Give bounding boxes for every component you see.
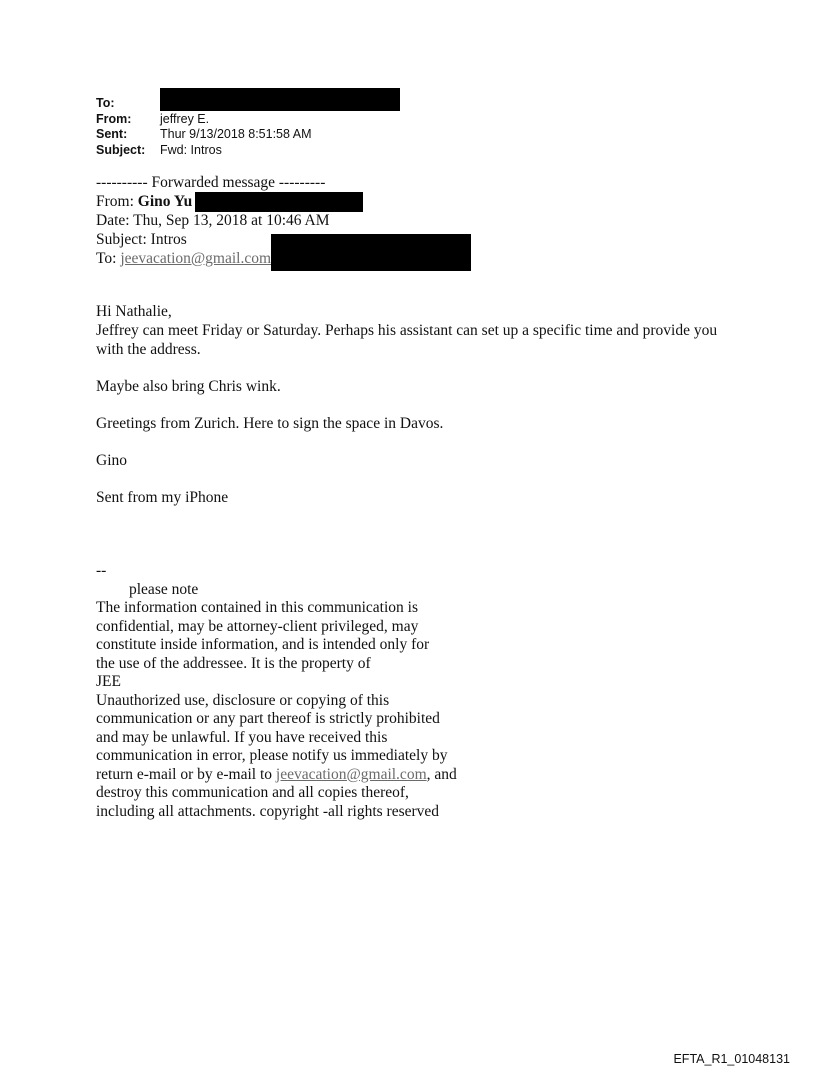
header-to-row bbox=[96, 96, 400, 112]
disclaimer-line: the use of the addressee. It is the property of bbox=[96, 654, 371, 672]
return-suffix: , and bbox=[426, 765, 457, 783]
forwarded-subject: Subject: Intros bbox=[96, 231, 187, 248]
disclaimer-line: communication or any part thereof is strictly prohibited bbox=[96, 710, 440, 727]
greeting: Hi Nathalie, bbox=[96, 303, 172, 320]
forwarded-date: Date: Thu, Sep 13, 2018 at 10:46 AM bbox=[96, 212, 330, 229]
from-label: From: bbox=[96, 111, 132, 126]
body-greeting-and-para bbox=[96, 302, 736, 359]
to-label: To: bbox=[96, 96, 115, 110]
disclaimer bbox=[96, 562, 496, 821]
disclaimer-email-link[interactable]: jeevacation@gmail.com bbox=[275, 765, 427, 783]
forwarded-to-row bbox=[96, 249, 471, 268]
disclaimer-line: confidential, may be attorney-client privileged, may bbox=[96, 617, 419, 635]
disclaimer-line: communication in error, please notify us immediately by bbox=[96, 747, 448, 764]
subject-value: Fwd: Intros bbox=[160, 142, 222, 157]
signature: Gino bbox=[96, 452, 127, 469]
sent-value: Thur 9/13/2018 8:51:58 AM bbox=[160, 127, 312, 141]
sent-from: Sent from my iPhone bbox=[96, 489, 229, 506]
subject-label: Subject: bbox=[96, 142, 146, 157]
signature-separator: -- bbox=[96, 562, 107, 579]
disclaimer-line: and may be unlawful. If you have received this bbox=[96, 728, 388, 746]
header-sent-row bbox=[96, 127, 400, 143]
header-from-row bbox=[96, 112, 400, 128]
disclaimer-line: destroy this communication and all copies thereof, bbox=[96, 784, 409, 801]
disclaimer-line: constitute inside information, and is intended only for bbox=[96, 636, 430, 653]
forwarded-banner: ---------- Forwarded message --------- bbox=[96, 174, 326, 191]
sent-label: Sent: bbox=[96, 127, 128, 141]
document-id: EFTA_R1_01048131 bbox=[673, 1052, 790, 1066]
disclaimer-line: including all attachments. copyright -all rights reserved bbox=[96, 802, 440, 820]
forwarded-header bbox=[96, 173, 471, 268]
return-prefix: return e-mail or by e-mail to bbox=[96, 765, 276, 783]
message-body bbox=[96, 302, 736, 525]
disclaimer-line: The information contained in this communication is bbox=[96, 599, 418, 616]
forwarded-to-email-link[interactable]: jeevacation@gmail.com bbox=[120, 250, 272, 267]
forwarded-from-name: Gino Yu bbox=[137, 193, 193, 210]
disclaimer-line: JEE bbox=[96, 673, 121, 690]
forwarded-from-label: From: bbox=[96, 193, 138, 210]
disclaimer-return-line bbox=[96, 766, 496, 785]
body-paragraph-2: Maybe also bring Chris wink. bbox=[96, 378, 281, 395]
body-paragraph-3: Greetings from Zurich. Here to sign the space in Davos. bbox=[96, 415, 444, 432]
redacted-sender-email bbox=[195, 192, 363, 212]
disclaimer-note: please note bbox=[129, 580, 199, 598]
body-paragraph-1: Jeffrey can meet Friday or Saturday. Perhaps his assistant can set up a specific time and provide you with the address. bbox=[96, 322, 718, 358]
forwarded-to-label: To: bbox=[96, 250, 121, 267]
redacted-recipient bbox=[160, 88, 400, 111]
from-value: jeffrey E. bbox=[160, 111, 210, 126]
header-subject-row bbox=[96, 143, 400, 159]
redacted-additional-recipients bbox=[271, 234, 471, 271]
disclaimer-line: Unauthorized use, disclosure or copying of this bbox=[96, 691, 390, 709]
forwarded-from-row bbox=[96, 192, 471, 211]
email-header bbox=[96, 96, 400, 158]
